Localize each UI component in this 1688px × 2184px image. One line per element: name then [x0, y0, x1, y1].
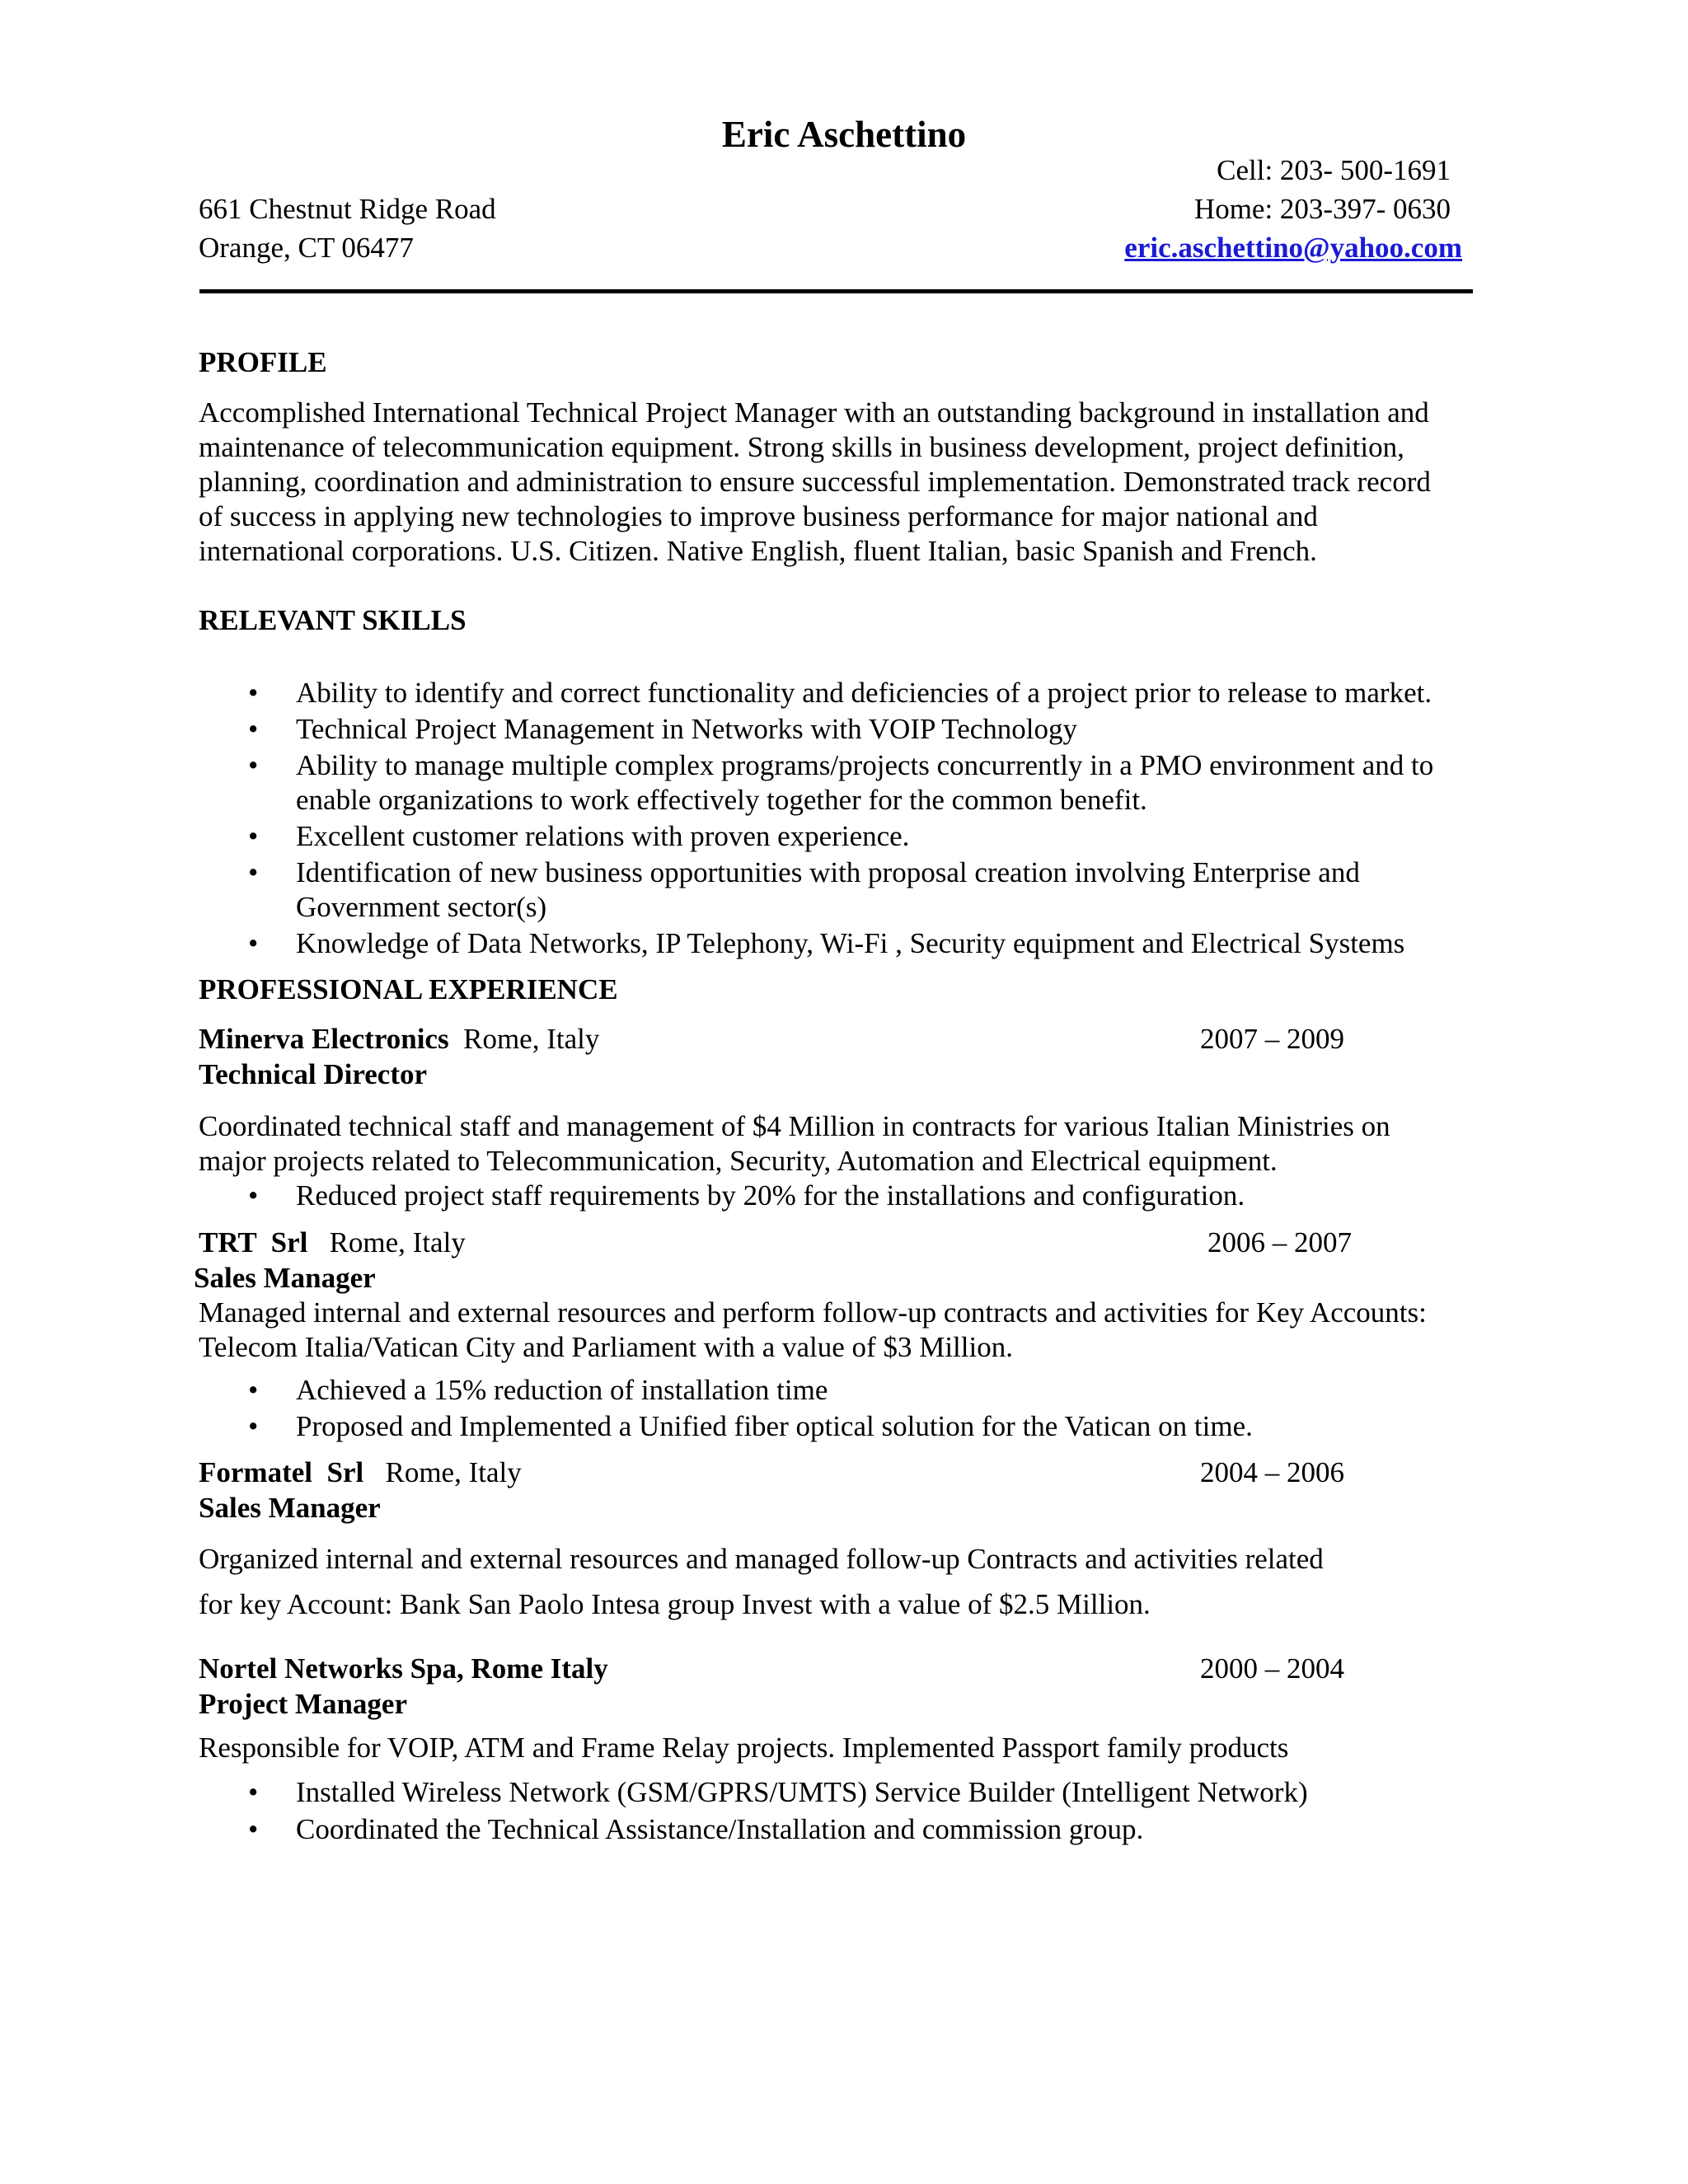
- list-item: • Identification of new business opportunities with proposal creation involving Enterprise and Government sector(s): [248, 856, 1360, 923]
- job-description: Organized internal and external resources and managed follow-up Contracts and activities related for key Account: Bank San Paolo Intesa group Invest with a value of $2.5 Million.: [199, 1543, 1324, 1620]
- profile-line: Accomplished International Technical Project Manager with an outstanding background in installation and: [199, 396, 1429, 429]
- list-item: • Coordinated the Technical Assistance/Installation and commission group.: [248, 1813, 1144, 1845]
- job-title: Sales Manager: [199, 1492, 381, 1524]
- job-dates: 2007 – 2009: [1200, 1023, 1344, 1055]
- list-item: • Ability to identify and correct functionality and deficiencies of a project prior to release to market.: [248, 677, 1432, 709]
- skills-list: [0, 676, 1433, 961]
- list-item: • Knowledge of Data Networks, IP Telephony, Wi-Fi , Security equipment and Electrical Systems: [248, 927, 1405, 959]
- job-dates: 2004 – 2006: [1200, 1456, 1344, 1488]
- bullet-icon: •: [248, 713, 259, 745]
- profile-text: [199, 396, 1431, 569]
- experience-heading: PROFESSIONAL EXPERIENCE: [199, 973, 618, 1005]
- list-item: • Achieved a 15% reduction of installation time: [248, 1374, 828, 1406]
- job-description: Managed internal and external resources and perform follow-up contracts and activities for Key Accounts: Telecom Italia/Vatican City and Parliament with a value of $3 Million.: [199, 1296, 1427, 1363]
- address-line-2: Orange, CT 06477: [199, 232, 414, 264]
- address-line-1: 661 Chestnut Ridge Road: [199, 193, 496, 225]
- home-phone: Home: 203-397- 0630: [1193, 193, 1451, 225]
- list-item: • Reduced project staff requirements by 20% for the installations and configuration.: [248, 1179, 1245, 1212]
- job-header: [199, 1652, 608, 1686]
- bullet-icon: •: [248, 749, 259, 781]
- job-dates: 2006 – 2007: [1207, 1226, 1352, 1258]
- list-item: • Installed Wireless Network (GSM/GPRS/UMTS) Service Builder (Intelligent Network): [248, 1776, 1308, 1808]
- job-header: [199, 1455, 522, 1490]
- profile-line: international corporations. U.S. Citizen. Native English, fluent Italian, basic Spanish and French.: [199, 535, 1317, 567]
- profile-line: of success in applying new technologies to improve business performance for major national and: [199, 500, 1318, 532]
- company-name: Formatel Srl: [199, 1456, 364, 1488]
- company-name: Nortel Networks Spa, Rome Italy: [199, 1652, 608, 1685]
- job-header: [199, 1022, 599, 1057]
- job-description: Coordinated technical staff and management of $4 Million in contracts for various Italian Ministries on major projects related to Telecommunication, Security, Automation and Electrical equipment.: [199, 1110, 1390, 1177]
- job-description: Responsible for VOIP, ATM and Frame Relay projects. Implemented Passport family products: [199, 1732, 1289, 1764]
- bullet-icon: •: [248, 677, 259, 709]
- company-location: Rome, Italy: [307, 1226, 466, 1258]
- job-dates: 2000 – 2004: [1200, 1652, 1344, 1685]
- job-bullets: [0, 1179, 1245, 1213]
- bullet-icon: •: [248, 1179, 259, 1212]
- job-title: Project Manager: [199, 1688, 407, 1720]
- job-title: Technical Director: [199, 1058, 428, 1090]
- company-name: Minerva Electronics: [199, 1023, 449, 1055]
- header-divider: [199, 289, 1473, 293]
- company-location: Rome, Italy: [448, 1023, 600, 1055]
- list-item: • Ability to manage multiple complex programs/projects concurrently in a PMO environment and to enable organizations to work effectively together for the common benefit.: [248, 749, 1434, 816]
- bullet-icon: •: [248, 927, 259, 959]
- profile-heading: PROFILE: [199, 346, 327, 378]
- job-bullets: [0, 1373, 1253, 1444]
- bullet-icon: •: [248, 1410, 259, 1442]
- bullet-icon: •: [248, 856, 259, 888]
- email-link[interactable]: eric.aschettino@yahoo.com: [1124, 232, 1462, 264]
- list-item: • Excellent customer relations with proven experience.: [248, 820, 910, 852]
- job-title: Sales Manager: [194, 1262, 376, 1294]
- bullet-icon: •: [248, 1374, 259, 1406]
- list-item: • Technical Project Management in Networks with VOIP Technology: [248, 713, 1077, 745]
- bullet-icon: •: [248, 1813, 259, 1845]
- bullet-icon: •: [248, 820, 259, 852]
- job-bullets: [0, 1775, 1308, 1847]
- job-header: [199, 1226, 466, 1260]
- candidate-name: Eric Aschettino: [721, 114, 967, 155]
- company-location: Rome, Italy: [363, 1456, 522, 1488]
- company-name: TRT Srl: [199, 1226, 308, 1258]
- list-item: • Proposed and Implemented a Unified fiber optical solution for the Vatican on time.: [248, 1410, 1253, 1442]
- bullet-icon: •: [248, 1776, 259, 1808]
- skills-heading: RELEVANT SKILLS: [199, 604, 467, 636]
- profile-line: planning, coordination and administration to ensure successful implementation. Demonstrated track record: [199, 466, 1431, 498]
- cell-phone: Cell: 203- 500-1691: [1217, 154, 1451, 186]
- profile-line: maintenance of telecommunication equipment. Strong skills in business development, project definition,: [199, 431, 1404, 463]
